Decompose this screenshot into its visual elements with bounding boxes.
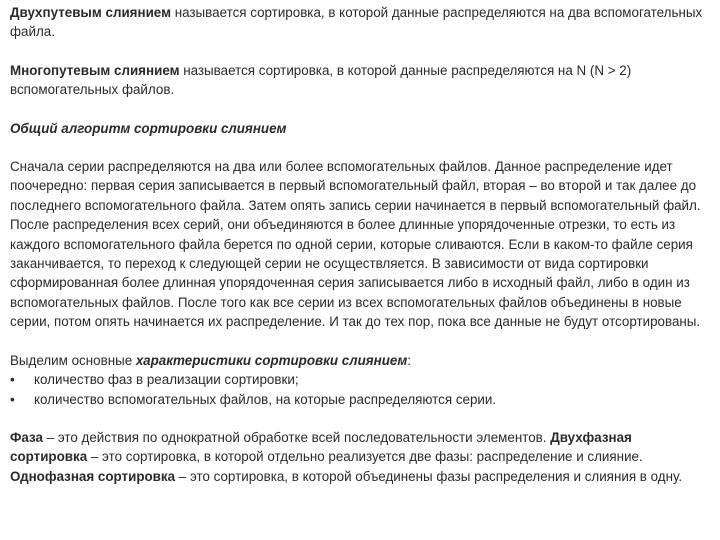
section-heading: Общий алгоритм сортировки слиянием [10,120,287,136]
paragraph-text: – это сортировка, в которой отдельно реализуется две фазы: распределение и слияние. [87,449,643,465]
term-two-way-merge: Двухпутевым слиянием [10,5,171,20]
term-one-phase-sort: Однофазная сортировка [10,468,176,484]
spacer [10,332,712,351]
bullet-icon: • [10,391,15,407]
spacer [10,138,712,157]
characteristics-list [10,370,712,409]
spacer [10,409,712,428]
list-item-text: количество вспомогательных файлов, на которые распределяются серии. [34,391,497,407]
bullet-icon: • [10,372,15,388]
spacer [10,100,712,119]
list-item [10,370,712,389]
paragraph-text: – это сортировка, в которой объединены фазы распределения и слияния в одну. [175,468,683,484]
paragraph-text: : [407,352,412,368]
term-multi-way-merge: Многопутевым слиянием [10,62,180,78]
spacer [10,42,712,61]
paragraph-text: Выделим основные [10,352,136,368]
list-item-text: количество фаз в реализации сортировки; [34,372,299,388]
paragraph-two-way-merge [10,3,712,42]
term-characteristics: характеристики сортировки слиянием [135,352,408,368]
paragraph-phases [10,428,712,486]
paragraph-algorithm: Сначала серии распределяются на два или более вспомогательных файлов. Данное распределение идет поочередно: первая серия записывается в первый вспомогательный файл, вторая – во второй и так далее до последнего вспомогательного файла. Затем опять запись серии начинается в первый вспомогательный файл. После распределения всех серий, они объединяются в более длинные упорядоченные отрезки, то есть из каждого вспомогательного файла берется по одной серии, которые сливаются. Если в каком-то файле серия заканчивается, то переход к следующей серии не осуществляется. В зависимости от вида сортировки сформированная более длинная упорядоченная серия записывается либо в исходный файл, либо в один из вспомогательных файлов. После того как все серии из всех вспомогательных файлов объединены в новые серии, потом опять начинается их распределение. И так до тех пор, пока все данные не будут отсортированы. [10,159,701,330]
paragraph-text: – это действия по однократной обработке всей последовательности элементов. [42,429,551,445]
document-body [10,0,712,486]
paragraph-text: называется сортировка, в которой данные распределяются на два вспомогательных файла. [10,5,703,40]
list-item [10,390,712,409]
term-phase: Фаза [10,429,43,445]
paragraph-text: называется сортировка, в которой данные распределяются на N (N > 2) вспомогательных файлов. [10,62,632,98]
term-two-phase-sort: Двухфазная сортировка [10,429,632,465]
paragraph-characteristics [10,351,712,370]
paragraph-multi-way-merge [10,61,712,100]
